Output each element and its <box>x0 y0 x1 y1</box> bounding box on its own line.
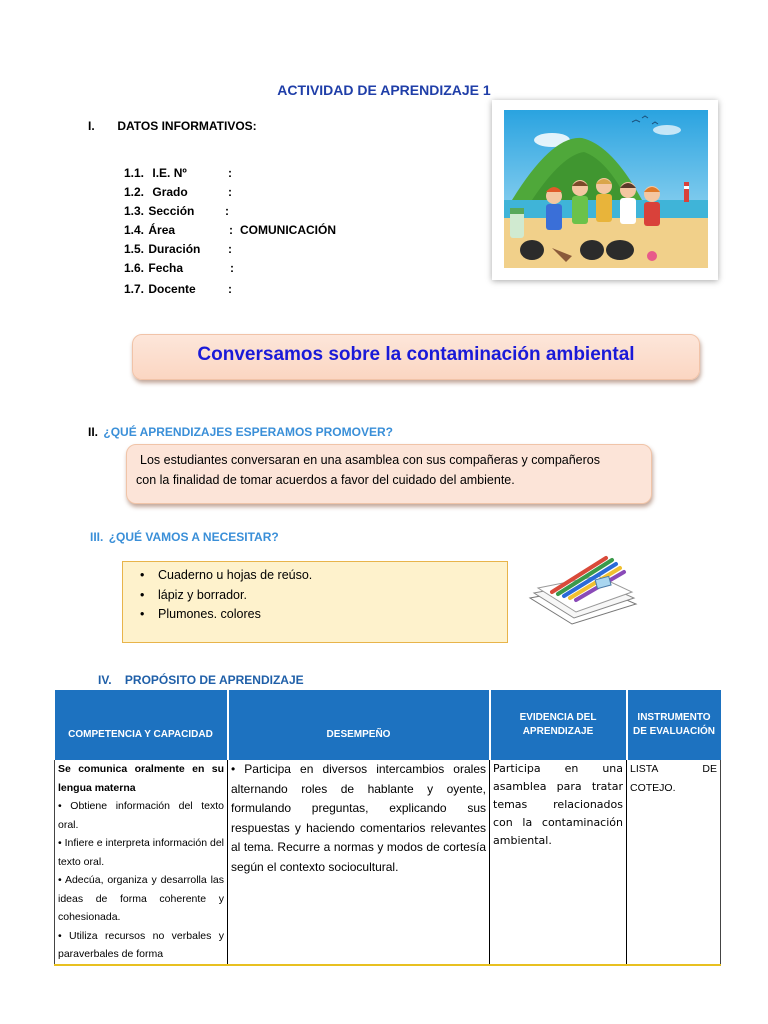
materials-item: • lápiz y borrador. <box>136 588 312 608</box>
info-colon: : <box>228 166 232 180</box>
desempeno-cell <box>228 760 490 965</box>
info-row-docente <box>124 282 232 296</box>
info-colon: : <box>229 223 233 237</box>
instrumento-cell <box>627 760 721 965</box>
topic-title: Conversamos sobre la contaminación ambiental <box>197 344 635 365</box>
section-3-heading <box>90 530 279 544</box>
info-colon: : <box>230 261 234 275</box>
header-competencia: COMPETENCIA Y CAPACIDAD <box>55 690 228 760</box>
section-4-roman: IV. <box>98 673 112 687</box>
learning-purpose-table <box>54 690 721 966</box>
info-row-duracion <box>124 242 232 256</box>
info-label: Sección <box>148 204 195 218</box>
capacidad-item: • Utiliza recursos no verbales y paraverbales de forma <box>58 929 224 960</box>
learning-line: Los estudiantes conversaran en una asamblea con sus compañeras y compañeros <box>140 453 600 467</box>
header-desempeno: DESEMPEÑO <box>228 690 490 760</box>
header-instrumento: INSTRUMENTO DE EVALUACIÓN <box>627 690 721 760</box>
beach-cleanup-icon <box>492 100 718 280</box>
competencia-title: Se comunica oralmente en su lengua materna <box>58 763 224 794</box>
capacidad-item: • Infiere e interpreta información del texto oral. <box>58 837 224 868</box>
competencia-cell <box>55 760 228 965</box>
section-4-title: PROPÓSITO DE APRENDIZAJE <box>124 673 304 687</box>
evidencia-cell <box>490 760 627 965</box>
section-2-heading <box>88 425 393 439</box>
materials-item: • Plumones. colores <box>136 607 312 627</box>
materials-list <box>136 568 312 627</box>
learning-line: con la finalidad de tomar acuerdos a favor del cuidado del ambiente. <box>136 473 515 487</box>
table-row <box>55 760 721 965</box>
materials-item: • Cuaderno u hojas de reúso. <box>136 568 312 588</box>
info-num: 1.2. <box>124 185 145 199</box>
section-3-roman: III. <box>90 530 104 544</box>
capacidad-item: • Obtiene información del texto oral. <box>58 800 224 831</box>
desempeno-text: • Participa en diversos intercambios orales alternando roles de hablante y oyente, formulando preguntas, explicando sus respuestas y haciendo comentarios relevantes al tema. Recurre a normas y modos de cortesía según el contexto sociocultural. <box>231 762 486 874</box>
info-label: Fecha <box>148 261 184 275</box>
learning-text <box>136 450 646 490</box>
info-row-grado <box>124 185 232 199</box>
info-colon: : <box>228 282 232 296</box>
info-colon: : <box>228 185 232 199</box>
school-supplies-illustration <box>524 548 642 630</box>
info-num: 1.6. <box>124 261 145 275</box>
info-num: 1.5. <box>124 242 145 256</box>
info-num: 1.4. <box>124 223 145 237</box>
section-3-title: ¿QUÉ VAMOS A NECESITAR? <box>108 530 279 544</box>
info-row-ie <box>124 166 232 180</box>
section-2-roman: II. <box>88 425 99 439</box>
info-label: I.E. Nº <box>152 166 187 180</box>
info-label: Grado <box>152 185 188 199</box>
info-num: 1.7. <box>124 282 145 296</box>
info-num: 1.3. <box>124 204 145 218</box>
beach-cleanup-illustration <box>492 100 718 280</box>
info-value: COMUNICACIÓN <box>240 223 336 237</box>
info-label: Docente <box>148 282 196 296</box>
section-4-heading <box>98 673 304 687</box>
page-title: ACTIVIDAD DE APRENDIZAJE 1 <box>277 82 491 98</box>
pencils-paper-icon <box>524 548 642 630</box>
section-2-title: ¿QUÉ APRENDIZAJES ESPERAMOS PROMOVER? <box>103 425 393 439</box>
header-evidencia: EVIDENCIA DEL APRENDIZAJE <box>490 690 627 760</box>
info-row-seccion <box>124 204 229 218</box>
table-header-row <box>55 690 721 760</box>
info-colon: : <box>225 204 229 218</box>
evidencia-text: Participa en una asamblea para tratar temas relacionados con la contaminación ambiental. <box>493 762 623 847</box>
info-row-fecha <box>124 261 234 275</box>
info-label: Área <box>148 223 176 237</box>
section-1-heading <box>88 119 257 133</box>
info-num: 1.1. <box>124 166 145 180</box>
info-colon: : <box>228 242 232 256</box>
info-label: Duración <box>148 242 201 256</box>
instrumento-text: LISTA DE COTEJO. <box>630 763 717 794</box>
section-1-title: DATOS INFORMATIVOS: <box>117 119 257 133</box>
capacidad-item: • Adecúa, organiza y desarrolla las ideas de forma coherente y cohesionada. <box>58 874 224 923</box>
section-1-roman: I. <box>88 119 95 133</box>
info-row-area <box>124 223 336 237</box>
